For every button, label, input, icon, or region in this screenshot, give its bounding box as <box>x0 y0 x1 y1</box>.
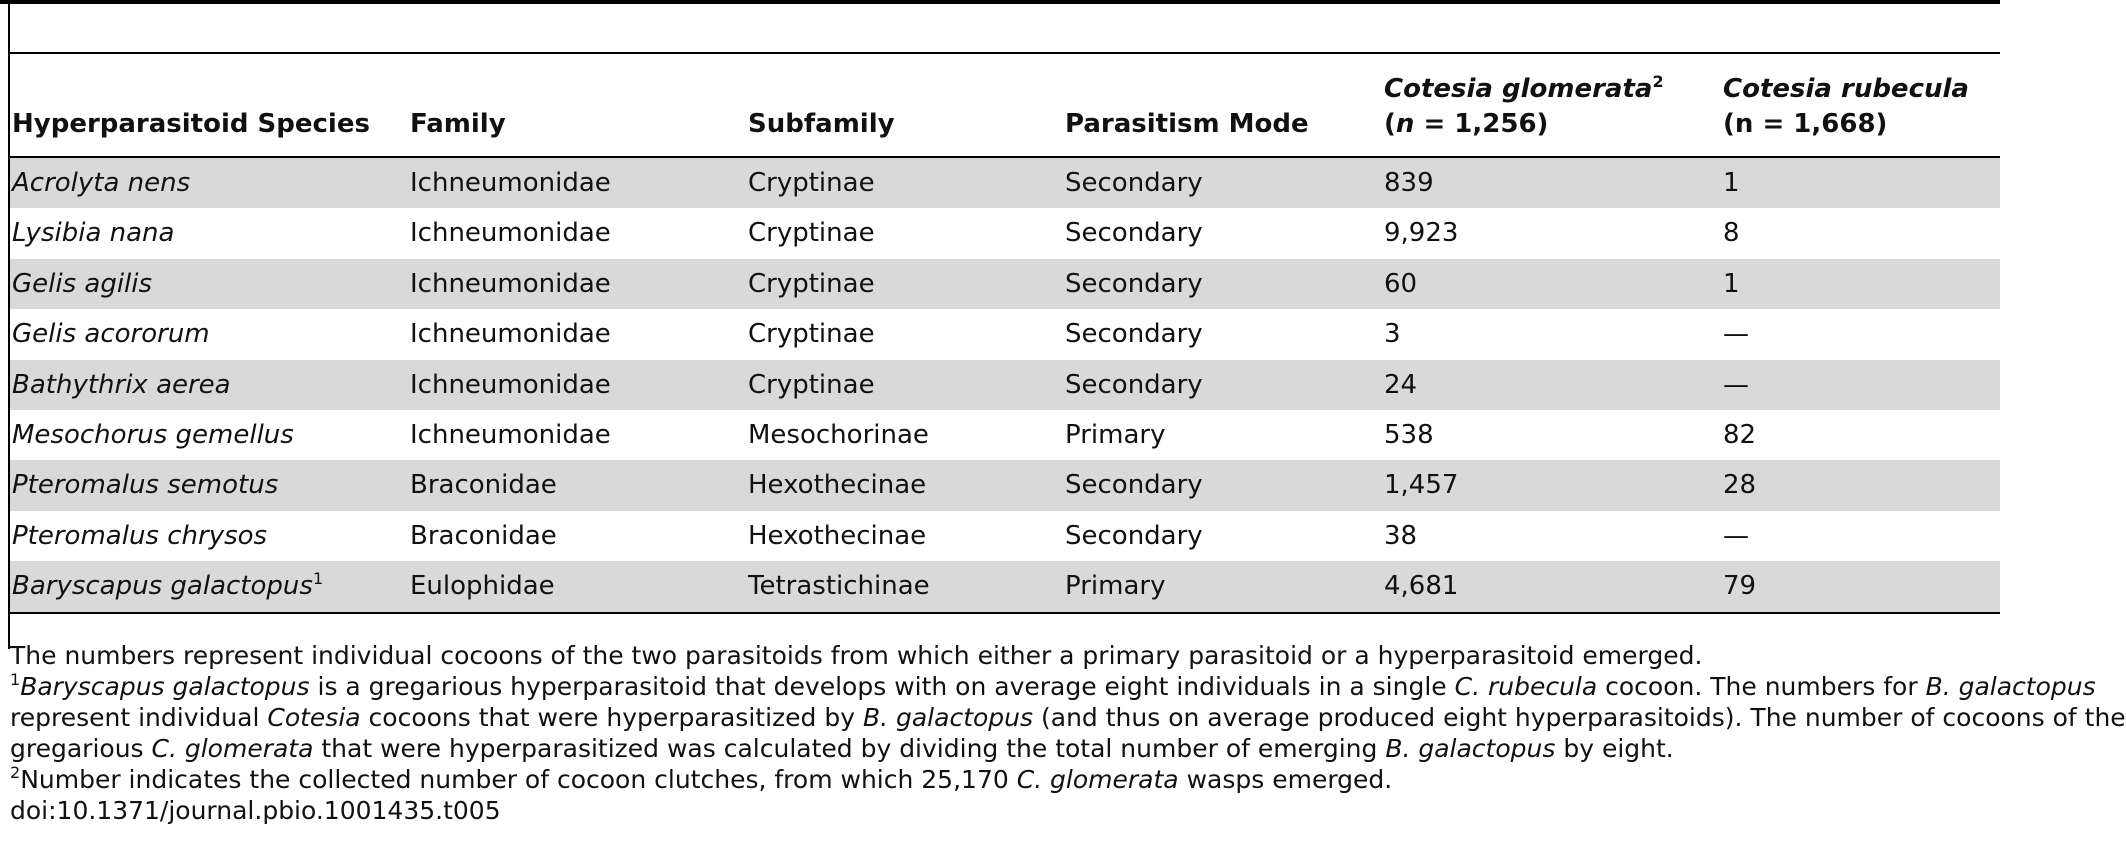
table-row <box>10 511 2000 561</box>
glomerata-count-cell: 839 <box>1384 168 1434 198</box>
fn1-text: represent individual <box>10 703 268 732</box>
table-row <box>10 561 2000 611</box>
family-cell: Ichneumonidae <box>410 319 611 350</box>
header-species: Hyperparasitoid Species <box>12 109 370 139</box>
table-body <box>10 158 2000 612</box>
family-cell: Ichneumonidae <box>410 268 611 299</box>
family-cell: Ichneumonidae <box>410 369 611 400</box>
table-top-rule <box>0 0 2000 4</box>
mode-cell: Secondary <box>1065 168 1203 198</box>
species-cell: Pteromalus chrysos <box>12 520 268 551</box>
subfamily-cell: Cryptinae <box>748 369 875 400</box>
fn1-species: B. galactopus <box>1385 734 1556 763</box>
rubecula-count-cell: 1 <box>1723 168 1740 198</box>
subfamily-cell: Hexothecinae <box>748 520 927 551</box>
family-cell: Braconidae <box>410 470 557 501</box>
header-rubecula-name: Cotesia rubecula <box>1723 74 1969 104</box>
table-bottom-rule <box>8 612 2000 614</box>
header-glomerata-footnote-marker: 2 <box>1652 72 1664 91</box>
fn1-text: (and thus on average produced eight hyperparasitoids). The number of cocoons of the <box>1033 703 2126 732</box>
fn1-text: is a gregarious hyperparasitoid that develops with on average eight individuals in a single <box>309 672 1455 701</box>
species-cell <box>12 561 323 611</box>
footnote-2-marker: 2 <box>10 763 21 782</box>
footnote-1-line-3 <box>10 733 2000 764</box>
species-cell: Gelis acororum <box>12 319 210 350</box>
table-row <box>10 259 2000 309</box>
table-row <box>10 309 2000 359</box>
header-glomerata-n-value: = 1,256 <box>1423 109 1537 139</box>
header-rubecula-n-label: n <box>1734 109 1754 139</box>
fn2-species: C. glomerata <box>1016 765 1179 794</box>
table-row <box>10 158 2000 208</box>
fn1-species: Baryscapus galactopus <box>20 672 310 701</box>
species-cell: Acrolyta nens <box>12 168 191 198</box>
family-cell: Ichneumonidae <box>410 168 611 198</box>
mode-cell: Secondary <box>1065 268 1203 299</box>
glomerata-count-cell: 38 <box>1384 520 1418 551</box>
glomerata-count-cell: 24 <box>1384 369 1418 400</box>
fn1-species: B. galactopus <box>1925 672 2096 701</box>
species-cell: Bathythrix aerea <box>12 369 231 400</box>
header-glomerata-name: Cotesia glomerata <box>1384 74 1653 104</box>
rubecula-count-cell: — <box>1723 520 1749 551</box>
subfamily-cell: Cryptinae <box>748 268 875 299</box>
species-cell: Gelis agilis <box>12 268 153 299</box>
rubecula-count-cell: — <box>1723 369 1749 400</box>
header-parasitism-mode: Parasitism Mode <box>1065 109 1309 139</box>
table-row <box>10 410 2000 460</box>
species-name: Baryscapus galactopus <box>12 571 313 602</box>
fn1-species: C. rubecula <box>1454 672 1598 701</box>
glomerata-count-cell: 3 <box>1384 319 1401 350</box>
fn1-text: gregarious <box>10 734 152 763</box>
family-cell: Ichneumonidae <box>410 419 611 450</box>
footnote-2 <box>10 764 2000 795</box>
footnote-1-line-2 <box>10 702 2126 733</box>
table-header <box>8 54 2000 156</box>
fn1-text: cocoon. The numbers for <box>1597 672 1926 701</box>
mode-cell: Secondary <box>1065 218 1203 249</box>
header-family: Family <box>410 109 506 139</box>
subfamily-cell: Cryptinae <box>748 168 875 198</box>
fn1-text: that were hyperparasitized was calculated by dividing the total number of emerging <box>313 734 1386 763</box>
footnote-1-line-1 <box>10 670 2096 702</box>
doi-line: doi:10.1371/journal.pbio.1001435.t005 <box>10 796 501 825</box>
glomerata-count-cell: 4,681 <box>1384 571 1459 602</box>
mode-cell: Primary <box>1065 419 1166 450</box>
glomerata-count-cell: 60 <box>1384 268 1418 299</box>
fn2-text: Number indicates the collected number of cocoon clutches, from which 25,170 <box>20 765 1017 794</box>
rubecula-count-cell: 8 <box>1723 218 1740 249</box>
subfamily-cell: Hexothecinae <box>748 470 927 501</box>
fn1-species: Cotesia <box>267 703 361 732</box>
rubecula-count-cell: 28 <box>1723 470 1757 501</box>
header-cotesia-glomerata: Cotesia glomerata$^2$ (n = 1,256) <box>1384 72 1664 139</box>
fn1-text: cocoons that were hyperparasitized by <box>360 703 863 732</box>
footnote-1-marker: 1 <box>10 670 21 689</box>
species-footnote-marker: 1 <box>312 569 324 589</box>
mode-cell: Secondary <box>1065 369 1203 400</box>
header-cotesia-rubecula: Cotesia rubecula (n = 1,668) <box>1723 74 1969 139</box>
mode-cell: Primary <box>1065 571 1166 602</box>
subfamily-cell: Tetrastichinae <box>748 571 930 602</box>
header-subfamily: Subfamily <box>748 109 895 139</box>
glomerata-count-cell: 1,457 <box>1384 470 1459 501</box>
species-cell: Lysibia nana <box>12 218 175 249</box>
general-note: The numbers represent individual cocoons of the two parasitoids from which either a primary parasitoid or a hyperparasitoid emerged. <box>10 641 1703 670</box>
subfamily-cell: Mesochorinae <box>748 419 929 450</box>
mode-cell: Secondary <box>1065 520 1203 551</box>
mode-cell: Secondary <box>1065 470 1203 501</box>
rubecula-count-cell: 1 <box>1723 268 1740 299</box>
header-rubecula-n-value: = 1,668 <box>1762 109 1876 139</box>
fn2-text: wasps emerged. <box>1178 765 1393 794</box>
fn1-species: B. galactopus <box>862 703 1034 732</box>
glomerata-count-cell: 538 <box>1384 419 1434 450</box>
subfamily-cell: Cryptinae <box>748 319 875 350</box>
family-cell: Eulophidae <box>410 571 555 602</box>
fn1-species: C. glomerata <box>151 734 314 763</box>
table-row <box>10 460 2000 510</box>
header-glomerata-n-label: n <box>1395 109 1415 139</box>
glomerata-count-cell: 9,923 <box>1384 218 1459 249</box>
rubecula-count-cell: 79 <box>1723 571 1757 602</box>
table-row <box>10 208 2000 258</box>
family-cell: Braconidae <box>410 520 557 551</box>
rubecula-count-cell: — <box>1723 319 1749 350</box>
subfamily-cell: Cryptinae <box>748 218 875 249</box>
mode-cell: Secondary <box>1065 319 1203 350</box>
fn1-text: by eight. <box>1555 734 1674 763</box>
family-cell: Ichneumonidae <box>410 218 611 249</box>
species-cell: Mesochorus gemellus <box>12 419 294 450</box>
table-row <box>10 360 2000 410</box>
rubecula-count-cell: 82 <box>1723 419 1757 450</box>
table-footnotes <box>10 640 2126 826</box>
species-cell: Pteromalus semotus <box>12 470 279 501</box>
